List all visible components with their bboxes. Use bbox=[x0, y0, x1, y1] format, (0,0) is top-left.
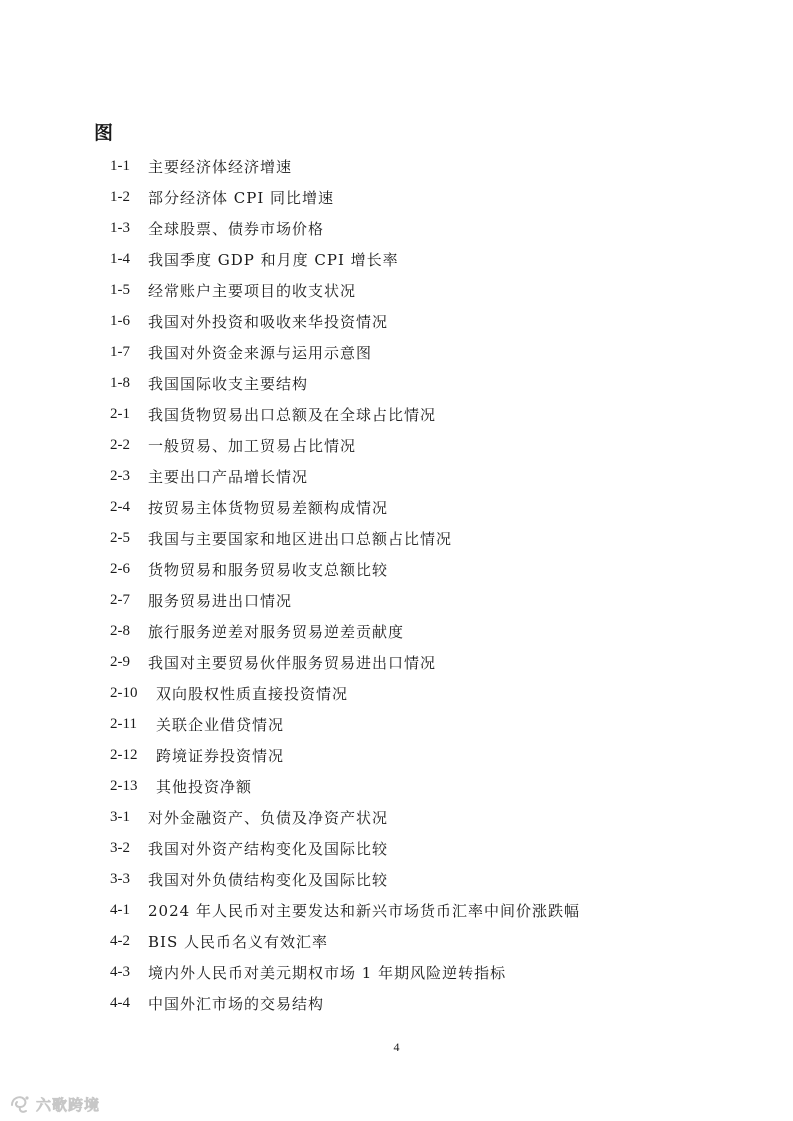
figure-number: 2-11 bbox=[110, 716, 137, 732]
figure-title: 服务贸易进出口情况 bbox=[148, 592, 293, 610]
figure-title: 我国对外投资和吸收来华投资情况 bbox=[148, 313, 389, 331]
figure-title: 主要出口产品增长情况 bbox=[148, 468, 309, 486]
figure-list-item bbox=[110, 709, 730, 740]
figure-number: 2-13 bbox=[110, 778, 138, 794]
figure-title: 我国对外资金来源与运用示意图 bbox=[148, 344, 373, 362]
figure-number: 4-2 bbox=[110, 933, 130, 949]
figure-number: 1-2 bbox=[110, 189, 130, 205]
figure-number: 1-7 bbox=[110, 344, 130, 360]
figure-title: 我国国际收支主要结构 bbox=[148, 375, 309, 393]
figure-list-item bbox=[110, 306, 730, 337]
figure-title: BIS 人民币名义有效汇率 bbox=[148, 933, 328, 951]
figure-list-item bbox=[110, 554, 730, 585]
figure-title: 我国货物贸易出口总额及在全球占比情况 bbox=[148, 406, 437, 424]
figure-list-item bbox=[110, 213, 730, 244]
figure-title: 全球股票、债券市场价格 bbox=[148, 220, 325, 238]
figure-title: 货物贸易和服务贸易收支总额比较 bbox=[148, 561, 389, 579]
figure-title: 按贸易主体货物贸易差额构成情况 bbox=[148, 499, 389, 517]
figure-list-item bbox=[110, 864, 730, 895]
figure-title: 主要经济体经济增速 bbox=[148, 158, 293, 176]
figure-list-item bbox=[110, 244, 730, 275]
figure-list-item bbox=[110, 430, 730, 461]
figure-title: 境内外人民币对美元期权市场 1 年期风险逆转指标 bbox=[148, 964, 507, 982]
figure-title: 一般贸易、加工贸易占比情况 bbox=[148, 437, 357, 455]
watermark bbox=[8, 1093, 100, 1115]
figure-list-item bbox=[110, 926, 730, 957]
figure-title: 对外金融资产、负债及净资产状况 bbox=[148, 809, 389, 827]
figure-number: 2-8 bbox=[110, 623, 130, 639]
brand-logo-icon bbox=[8, 1093, 32, 1115]
figure-title: 双向股权性质直接投资情况 bbox=[156, 685, 349, 703]
page-number: 4 bbox=[393, 1040, 400, 1054]
figure-list-item bbox=[110, 461, 730, 492]
figure-title: 关联企业借贷情况 bbox=[156, 716, 285, 734]
figure-number: 2-2 bbox=[110, 437, 130, 453]
figure-title: 其他投资净额 bbox=[156, 778, 253, 796]
figure-number: 3-3 bbox=[110, 871, 130, 887]
figure-list-item bbox=[110, 833, 730, 864]
figure-title: 2024 年人民币对主要发达和新兴市场货币汇率中间价涨跌幅 bbox=[148, 902, 580, 920]
figure-number: 1-1 bbox=[110, 158, 130, 174]
figure-list-item bbox=[110, 802, 730, 833]
figure-number: 2-9 bbox=[110, 654, 130, 670]
figure-number: 3-2 bbox=[110, 840, 130, 856]
figure-title: 旅行服务逆差对服务贸易逆差贡献度 bbox=[148, 623, 405, 641]
figure-number: 2-3 bbox=[110, 468, 130, 484]
figure-list-item bbox=[110, 771, 730, 802]
figure-list-item bbox=[110, 957, 730, 988]
figure-number: 4-3 bbox=[110, 964, 130, 980]
watermark-text: 六歌跨境 bbox=[36, 1095, 101, 1114]
figure-list-item bbox=[110, 151, 730, 182]
figure-title: 中国外汇市场的交易结构 bbox=[148, 995, 325, 1013]
figure-list-item bbox=[110, 182, 730, 213]
figure-number: 4-4 bbox=[110, 995, 130, 1011]
figure-list-item bbox=[110, 988, 730, 1019]
figure-list-item bbox=[110, 895, 730, 926]
figure-list-item bbox=[110, 523, 730, 554]
figure-title: 我国对外资产结构变化及国际比较 bbox=[148, 840, 389, 858]
figure-title: 我国季度 GDP 和月度 CPI 增长率 bbox=[148, 251, 399, 269]
figure-title: 我国对外负债结构变化及国际比较 bbox=[148, 871, 389, 889]
figure-list-item bbox=[110, 616, 730, 647]
figure-number: 1-6 bbox=[110, 313, 130, 329]
figure-number: 1-8 bbox=[110, 375, 130, 391]
section-heading: 图 bbox=[94, 122, 114, 144]
figure-number: 1-5 bbox=[110, 282, 130, 298]
figure-number: 3-1 bbox=[110, 809, 130, 825]
figure-list-item bbox=[110, 368, 730, 399]
figure-list-item bbox=[110, 275, 730, 306]
figure-title: 我国与主要国家和地区进出口总额占比情况 bbox=[148, 530, 453, 548]
figure-list-item bbox=[110, 647, 730, 678]
figure-number: 2-4 bbox=[110, 499, 130, 515]
figure-number: 2-10 bbox=[110, 685, 138, 701]
figure-number: 2-6 bbox=[110, 561, 130, 577]
figure-list-item bbox=[110, 492, 730, 523]
figure-list-item bbox=[110, 585, 730, 616]
figure-number: 2-1 bbox=[110, 406, 130, 422]
figure-list-item bbox=[110, 678, 730, 709]
figure-title: 我国对主要贸易伙伴服务贸易进出口情况 bbox=[148, 654, 437, 672]
figure-list-item bbox=[110, 337, 730, 368]
figure-number: 1-3 bbox=[110, 220, 130, 236]
figure-number: 2-5 bbox=[110, 530, 130, 546]
figure-title: 跨境证券投资情况 bbox=[156, 747, 285, 765]
figure-list bbox=[110, 151, 730, 1019]
figure-list-item bbox=[110, 740, 730, 771]
figure-number: 4-1 bbox=[110, 902, 130, 918]
figure-title: 经常账户主要项目的收支状况 bbox=[148, 282, 357, 300]
figure-number: 1-4 bbox=[110, 251, 130, 267]
figure-title: 部分经济体 CPI 同比增速 bbox=[148, 189, 335, 207]
figure-number: 2-12 bbox=[110, 747, 138, 763]
figure-number: 2-7 bbox=[110, 592, 130, 608]
figure-list-item bbox=[110, 399, 730, 430]
